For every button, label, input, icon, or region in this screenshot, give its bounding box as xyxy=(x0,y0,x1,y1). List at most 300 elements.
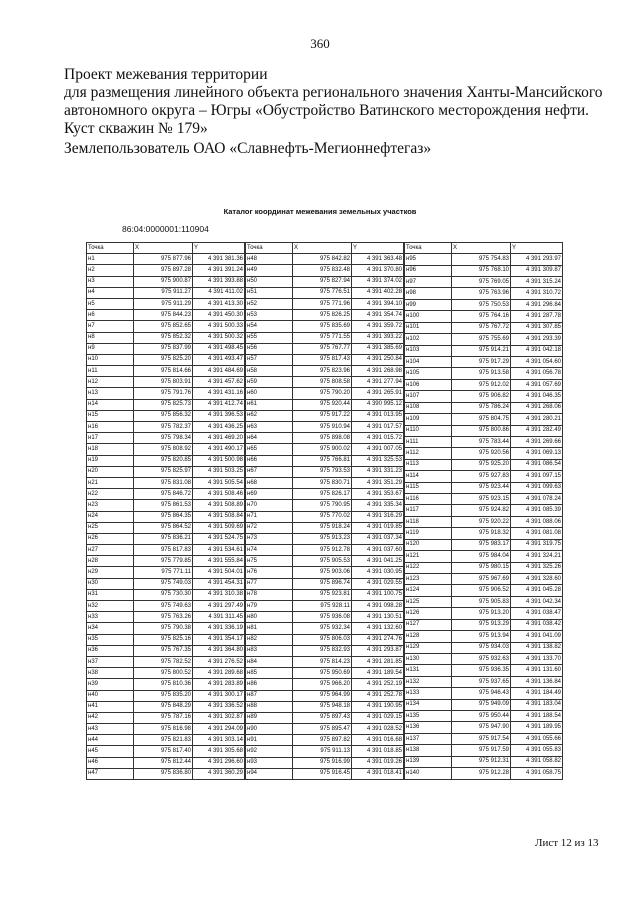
table-row xyxy=(87,533,245,544)
point-cell: н69 xyxy=(246,489,293,500)
table-row xyxy=(246,668,404,679)
y-cell: 4 391 524.75 xyxy=(193,533,245,544)
table-row xyxy=(405,642,563,653)
point-cell: н20 xyxy=(87,466,134,477)
y-cell: 4 391 019.85 xyxy=(352,522,404,533)
point-cell: н77 xyxy=(246,578,293,589)
point-cell: н63 xyxy=(246,422,293,433)
x-cell: 975 897.43 xyxy=(293,712,352,723)
x-cell: 975 913.20 xyxy=(452,608,511,619)
page-number: 360 xyxy=(310,36,330,51)
table-row xyxy=(405,448,563,459)
x-cell: 975 832.93 xyxy=(293,645,352,656)
y-cell: 4 391 081.08 xyxy=(511,528,563,539)
y-cell: 4 391 088.06 xyxy=(511,516,563,527)
y-cell: 4 391 046.35 xyxy=(511,391,563,402)
table-row xyxy=(405,551,563,562)
y-cell: 4 391 336.52 xyxy=(193,701,245,712)
table-row xyxy=(246,545,404,556)
point-cell: н17 xyxy=(87,433,134,444)
table-row xyxy=(405,402,563,413)
y-cell: 4 391 325.53 xyxy=(352,455,404,466)
point-cell: н2 xyxy=(87,265,134,276)
table-row xyxy=(87,656,245,667)
y-cell: 4 391 038.47 xyxy=(511,608,563,619)
point-cell: н31 xyxy=(87,589,134,600)
point-cell: н101 xyxy=(405,322,452,333)
y-cell: 4 391 310.72 xyxy=(511,288,563,299)
x-cell: 975 913.23 xyxy=(293,533,352,544)
table-row xyxy=(246,724,404,735)
y-cell: 4 391 281.85 xyxy=(352,656,404,667)
y-cell: 4 391 310.38 xyxy=(193,589,245,600)
point-cell: н60 xyxy=(246,388,293,399)
y-cell: 4 391 274.76 xyxy=(352,634,404,645)
table-row xyxy=(246,444,404,455)
x-cell: 975 949.09 xyxy=(452,699,511,710)
y-cell: 4 391 484.69 xyxy=(193,366,245,377)
table-row xyxy=(246,701,404,712)
table-row xyxy=(246,265,404,276)
table-row xyxy=(405,722,563,733)
table-row xyxy=(87,388,245,399)
point-cell: н38 xyxy=(87,668,134,679)
y-cell: 4 391 316.29 xyxy=(352,511,404,522)
x-cell: 975 912.02 xyxy=(452,379,511,390)
table-row xyxy=(87,254,245,265)
x-cell: 975 769.05 xyxy=(452,277,511,288)
point-cell: н80 xyxy=(246,612,293,623)
x-cell: 975 937.65 xyxy=(452,676,511,687)
x-cell: 975 905.83 xyxy=(452,596,511,607)
column-header-y: Y xyxy=(193,243,245,254)
x-cell: 975 925.20 xyxy=(452,459,511,470)
y-cell: 4 391 360.29 xyxy=(193,768,245,779)
x-cell: 975 916.45 xyxy=(293,768,352,779)
x-cell: 975 826.25 xyxy=(293,310,352,321)
column-header-x: X xyxy=(452,243,511,254)
y-cell: 4 391 493.47 xyxy=(193,354,245,365)
point-cell: н118 xyxy=(405,516,452,527)
point-cell: н39 xyxy=(87,679,134,690)
x-cell: 975 808.58 xyxy=(293,377,352,388)
table-row xyxy=(246,254,404,265)
x-cell: 975 932.63 xyxy=(452,653,511,664)
table-row xyxy=(405,619,563,630)
table-row xyxy=(246,287,404,298)
x-cell: 975 766.81 xyxy=(293,455,352,466)
table-row xyxy=(405,516,563,527)
y-cell: 4 391 508.46 xyxy=(193,489,245,500)
table-row xyxy=(405,562,563,573)
table-row xyxy=(246,377,404,388)
point-cell: н16 xyxy=(87,422,134,433)
x-cell: 975 832.48 xyxy=(293,265,352,276)
point-cell: н131 xyxy=(405,665,452,676)
point-cell: н114 xyxy=(405,471,452,482)
x-cell: 975 844.23 xyxy=(134,310,193,321)
x-cell: 975 920.22 xyxy=(452,516,511,527)
table-row xyxy=(405,288,563,299)
column-header-x: X xyxy=(293,243,352,254)
y-cell: 4 391 509.69 xyxy=(193,522,245,533)
x-cell: 975 927.83 xyxy=(452,471,511,482)
table-row xyxy=(87,668,245,679)
table-row xyxy=(246,276,404,287)
table-row xyxy=(405,414,563,425)
column-header-point: Точка xyxy=(87,243,134,254)
x-cell: 975 983.17 xyxy=(452,539,511,550)
table-row xyxy=(246,410,404,421)
point-cell: н112 xyxy=(405,448,452,459)
point-cell: н73 xyxy=(246,533,293,544)
y-cell: 4 391 391.24 xyxy=(193,265,245,276)
table-row xyxy=(87,601,245,612)
y-cell: 4 391 188.54 xyxy=(511,711,563,722)
table-row xyxy=(87,522,245,533)
point-cell: н9 xyxy=(87,343,134,354)
y-cell: 4 391 131.60 xyxy=(511,665,563,676)
point-cell: н25 xyxy=(87,522,134,533)
x-cell: 975 768.10 xyxy=(452,265,511,276)
y-cell: 4 391 359.72 xyxy=(352,321,404,332)
point-cell: н87 xyxy=(246,690,293,701)
table-row xyxy=(246,768,404,779)
x-cell: 975 967.69 xyxy=(452,574,511,585)
x-cell: 975 846.72 xyxy=(134,489,193,500)
y-cell: 4 391 098.28 xyxy=(352,601,404,612)
table-row xyxy=(246,601,404,612)
y-cell: 4 391 431.16 xyxy=(193,388,245,399)
point-cell: н97 xyxy=(405,277,452,288)
x-cell: 975 763.26 xyxy=(134,612,193,623)
point-cell: н79 xyxy=(246,601,293,612)
point-cell: н123 xyxy=(405,574,452,585)
x-cell: 975 836.80 xyxy=(134,768,193,779)
y-cell: 4 391 396.53 xyxy=(193,410,245,421)
table-row xyxy=(405,768,563,780)
y-cell: 4 391 555.84 xyxy=(193,556,245,567)
table-row xyxy=(405,745,563,756)
x-cell: 975 825.97 xyxy=(134,466,193,477)
point-cell: н54 xyxy=(246,321,293,332)
table-row xyxy=(405,356,563,367)
point-cell: н71 xyxy=(246,511,293,522)
sheet-number: Лист 12 из 13 xyxy=(535,837,599,849)
table-row xyxy=(246,567,404,578)
point-cell: н129 xyxy=(405,642,452,653)
point-cell: н134 xyxy=(405,699,452,710)
table-row xyxy=(246,298,404,309)
y-cell: 4 391 370.80 xyxy=(352,265,404,276)
x-cell: 975 730.30 xyxy=(134,589,193,600)
table-row xyxy=(246,757,404,768)
header-line-2: для размещения линейного объекта регионального значения Ханты-Мансийского xyxy=(64,84,603,101)
y-cell: 4 390 995.12 xyxy=(352,399,404,410)
x-cell: 975 810.36 xyxy=(134,679,193,690)
table-row xyxy=(405,528,563,539)
table-row xyxy=(87,567,245,578)
point-cell: н90 xyxy=(246,724,293,735)
x-cell: 975 947.90 xyxy=(452,722,511,733)
table-row xyxy=(87,623,245,634)
y-cell: 4 391 099.63 xyxy=(511,482,563,493)
y-cell: 4 391 293.39 xyxy=(511,334,563,345)
x-cell: 975 830.71 xyxy=(293,477,352,488)
x-cell: 975 910.94 xyxy=(293,422,352,433)
point-cell: н108 xyxy=(405,402,452,413)
x-cell: 975 831.08 xyxy=(134,477,193,488)
point-cell: н107 xyxy=(405,391,452,402)
y-cell: 4 391 078.24 xyxy=(511,494,563,505)
point-cell: н119 xyxy=(405,528,452,539)
table-row xyxy=(87,500,245,511)
point-cell: н120 xyxy=(405,539,452,550)
point-cell: н7 xyxy=(87,321,134,332)
point-cell: н127 xyxy=(405,619,452,630)
y-cell: 4 391 056.78 xyxy=(511,368,563,379)
x-cell: 975 763.96 xyxy=(452,288,511,299)
table-row xyxy=(246,477,404,488)
x-cell: 975 798.34 xyxy=(134,433,193,444)
point-cell: н102 xyxy=(405,334,452,345)
point-cell: н19 xyxy=(87,455,134,466)
point-cell: н50 xyxy=(246,276,293,287)
point-cell: н65 xyxy=(246,444,293,455)
point-cell: н98 xyxy=(405,288,452,299)
table-row xyxy=(87,265,245,276)
point-cell: н125 xyxy=(405,596,452,607)
table-row xyxy=(405,299,563,310)
point-cell: н27 xyxy=(87,545,134,556)
x-cell: 975 966.20 xyxy=(293,679,352,690)
table-row xyxy=(405,596,563,607)
y-cell: 4 391 498.45 xyxy=(193,343,245,354)
point-cell: н40 xyxy=(87,690,134,701)
table-row xyxy=(405,494,563,505)
table-row xyxy=(87,466,245,477)
x-cell: 975 823.96 xyxy=(293,366,352,377)
point-cell: н36 xyxy=(87,645,134,656)
table-row xyxy=(405,585,563,596)
table-row xyxy=(246,388,404,399)
y-cell: 4 391 381.36 xyxy=(193,254,245,265)
table-row xyxy=(87,757,245,768)
x-cell: 975 898.08 xyxy=(293,433,352,444)
table-row xyxy=(87,589,245,600)
y-cell: 4 391 508.84 xyxy=(193,511,245,522)
y-cell: 4 391 041.25 xyxy=(352,556,404,567)
x-cell: 975 771.11 xyxy=(134,567,193,578)
point-cell: н96 xyxy=(405,265,452,276)
point-cell: н100 xyxy=(405,311,452,322)
y-cell: 4 391 028.52 xyxy=(352,724,404,735)
y-cell: 4 391 363.48 xyxy=(352,254,404,265)
table-row xyxy=(246,645,404,656)
table-row xyxy=(246,455,404,466)
y-cell: 4 391 303.14 xyxy=(193,735,245,746)
y-cell: 4 391 057.69 xyxy=(511,379,563,390)
point-cell: н133 xyxy=(405,688,452,699)
x-cell: 975 803.91 xyxy=(134,377,193,388)
y-cell: 4 391 500.98 xyxy=(193,455,245,466)
y-cell: 4 391 336.19 xyxy=(193,623,245,634)
x-cell: 975 911.27 xyxy=(134,287,193,298)
point-cell: н115 xyxy=(405,482,452,493)
point-cell: н59 xyxy=(246,377,293,388)
table-row xyxy=(246,679,404,690)
point-cell: н99 xyxy=(405,299,452,310)
y-cell: 4 391 450.30 xyxy=(193,310,245,321)
table-row xyxy=(87,511,245,522)
table-row xyxy=(87,366,245,377)
y-cell: 4 391 500.32 xyxy=(193,332,245,343)
x-cell: 975 920.56 xyxy=(452,448,511,459)
table-row xyxy=(405,539,563,550)
point-cell: н94 xyxy=(246,768,293,779)
table-row xyxy=(87,612,245,623)
x-cell: 975 808.92 xyxy=(134,444,193,455)
table-row xyxy=(405,482,563,493)
x-cell: 975 946.43 xyxy=(452,688,511,699)
point-cell: н128 xyxy=(405,631,452,642)
y-cell: 4 391 086.54 xyxy=(511,459,563,470)
y-cell: 4 391 277.94 xyxy=(352,377,404,388)
y-cell: 4 391 042.18 xyxy=(511,345,563,356)
y-cell: 4 391 017.57 xyxy=(352,422,404,433)
table-row xyxy=(405,311,563,322)
table-row xyxy=(246,433,404,444)
point-cell: н70 xyxy=(246,500,293,511)
y-cell: 4 391 325.26 xyxy=(511,562,563,573)
table-row xyxy=(87,690,245,701)
y-cell: 4 391 282.49 xyxy=(511,425,563,436)
y-cell: 4 391 019.26 xyxy=(352,757,404,768)
y-cell: 4 391 037.60 xyxy=(352,545,404,556)
column-header-point: Точка xyxy=(405,243,452,254)
point-cell: н32 xyxy=(87,601,134,612)
y-cell: 4 391 029.15 xyxy=(352,712,404,723)
point-cell: н35 xyxy=(87,634,134,645)
x-cell: 975 817.40 xyxy=(134,746,193,757)
table-row xyxy=(405,277,563,288)
x-cell: 975 980.15 xyxy=(452,562,511,573)
y-cell: 4 391 054.60 xyxy=(511,356,563,367)
y-cell: 4 391 457.62 xyxy=(193,377,245,388)
table-row xyxy=(246,343,404,354)
y-cell: 4 391 038.42 xyxy=(511,619,563,630)
x-cell: 975 837.99 xyxy=(134,343,193,354)
table-row xyxy=(246,712,404,723)
table-row xyxy=(87,477,245,488)
table-row xyxy=(246,310,404,321)
x-cell: 975 900.87 xyxy=(134,276,193,287)
point-cell: н51 xyxy=(246,287,293,298)
point-cell: н46 xyxy=(87,757,134,768)
table-row xyxy=(246,489,404,500)
y-cell: 4 391 294.09 xyxy=(193,724,245,735)
x-cell: 975 917.29 xyxy=(452,356,511,367)
x-cell: 975 814.66 xyxy=(134,366,193,377)
y-cell: 4 391 454.31 xyxy=(193,578,245,589)
y-cell: 4 391 305.68 xyxy=(193,746,245,757)
table-row xyxy=(246,511,404,522)
column-header-y: Y xyxy=(352,243,404,254)
point-cell: н41 xyxy=(87,701,134,712)
table-row xyxy=(405,345,563,356)
y-cell: 4 391 504.01 xyxy=(193,567,245,578)
y-cell: 4 391 505.54 xyxy=(193,477,245,488)
y-cell: 4 391 136.84 xyxy=(511,676,563,687)
table-row xyxy=(87,399,245,410)
y-cell: 4 391 085.39 xyxy=(511,505,563,516)
table-row xyxy=(87,332,245,343)
y-cell: 4 391 534.61 xyxy=(193,545,245,556)
y-cell: 4 391 393.88 xyxy=(193,276,245,287)
x-cell: 975 932.34 xyxy=(293,623,352,634)
point-cell: н68 xyxy=(246,477,293,488)
table-row xyxy=(246,746,404,757)
table-row xyxy=(405,391,563,402)
catalog-title: Каталог координат межевания земельных участков xyxy=(223,207,417,216)
table-row xyxy=(405,653,563,664)
header-line-1: Проект межевания территории xyxy=(64,66,268,83)
table-row xyxy=(87,433,245,444)
x-cell: 975 913.29 xyxy=(452,619,511,630)
y-cell: 4 391 374.02 xyxy=(352,276,404,287)
x-cell: 975 771.96 xyxy=(293,298,352,309)
x-cell: 975 771.55 xyxy=(293,332,352,343)
point-cell: н121 xyxy=(405,551,452,562)
x-cell: 975 817.83 xyxy=(134,545,193,556)
x-cell: 975 923.81 xyxy=(293,589,352,600)
y-cell: 4 391 268.98 xyxy=(352,366,404,377)
x-cell: 975 800.52 xyxy=(134,668,193,679)
table-row xyxy=(87,645,245,656)
y-cell: 4 391 015.72 xyxy=(352,433,404,444)
x-cell: 975 782.52 xyxy=(134,656,193,667)
point-cell: н138 xyxy=(405,745,452,756)
x-cell: 975 825.16 xyxy=(134,634,193,645)
y-cell: 4 391 411.02 xyxy=(193,287,245,298)
column-header-point: Точка xyxy=(246,243,293,254)
x-cell: 975 767.35 xyxy=(134,645,193,656)
point-cell: н117 xyxy=(405,505,452,516)
table-row xyxy=(405,425,563,436)
x-cell: 975 918.32 xyxy=(452,528,511,539)
y-cell: 4 391 189.95 xyxy=(511,722,563,733)
point-cell: н24 xyxy=(87,511,134,522)
y-cell: 4 391 353.67 xyxy=(352,489,404,500)
table-header-row xyxy=(405,243,563,254)
x-cell: 975 806.03 xyxy=(293,634,352,645)
table-row xyxy=(405,699,563,710)
point-cell: н53 xyxy=(246,310,293,321)
point-cell: н88 xyxy=(246,701,293,712)
y-cell: 4 391 058.82 xyxy=(511,756,563,767)
x-cell: 975 816.98 xyxy=(134,724,193,735)
x-cell: 975 918.24 xyxy=(293,522,352,533)
y-cell: 4 391 307.85 xyxy=(511,322,563,333)
table-row xyxy=(246,623,404,634)
x-cell: 975 755.69 xyxy=(452,334,511,345)
table-row xyxy=(87,276,245,287)
x-cell: 975 912.28 xyxy=(452,768,511,780)
y-cell: 4 391 280.21 xyxy=(511,414,563,425)
column-header-y: Y xyxy=(511,243,563,254)
point-cell: н132 xyxy=(405,676,452,687)
y-cell: 4 391 018.85 xyxy=(352,746,404,757)
